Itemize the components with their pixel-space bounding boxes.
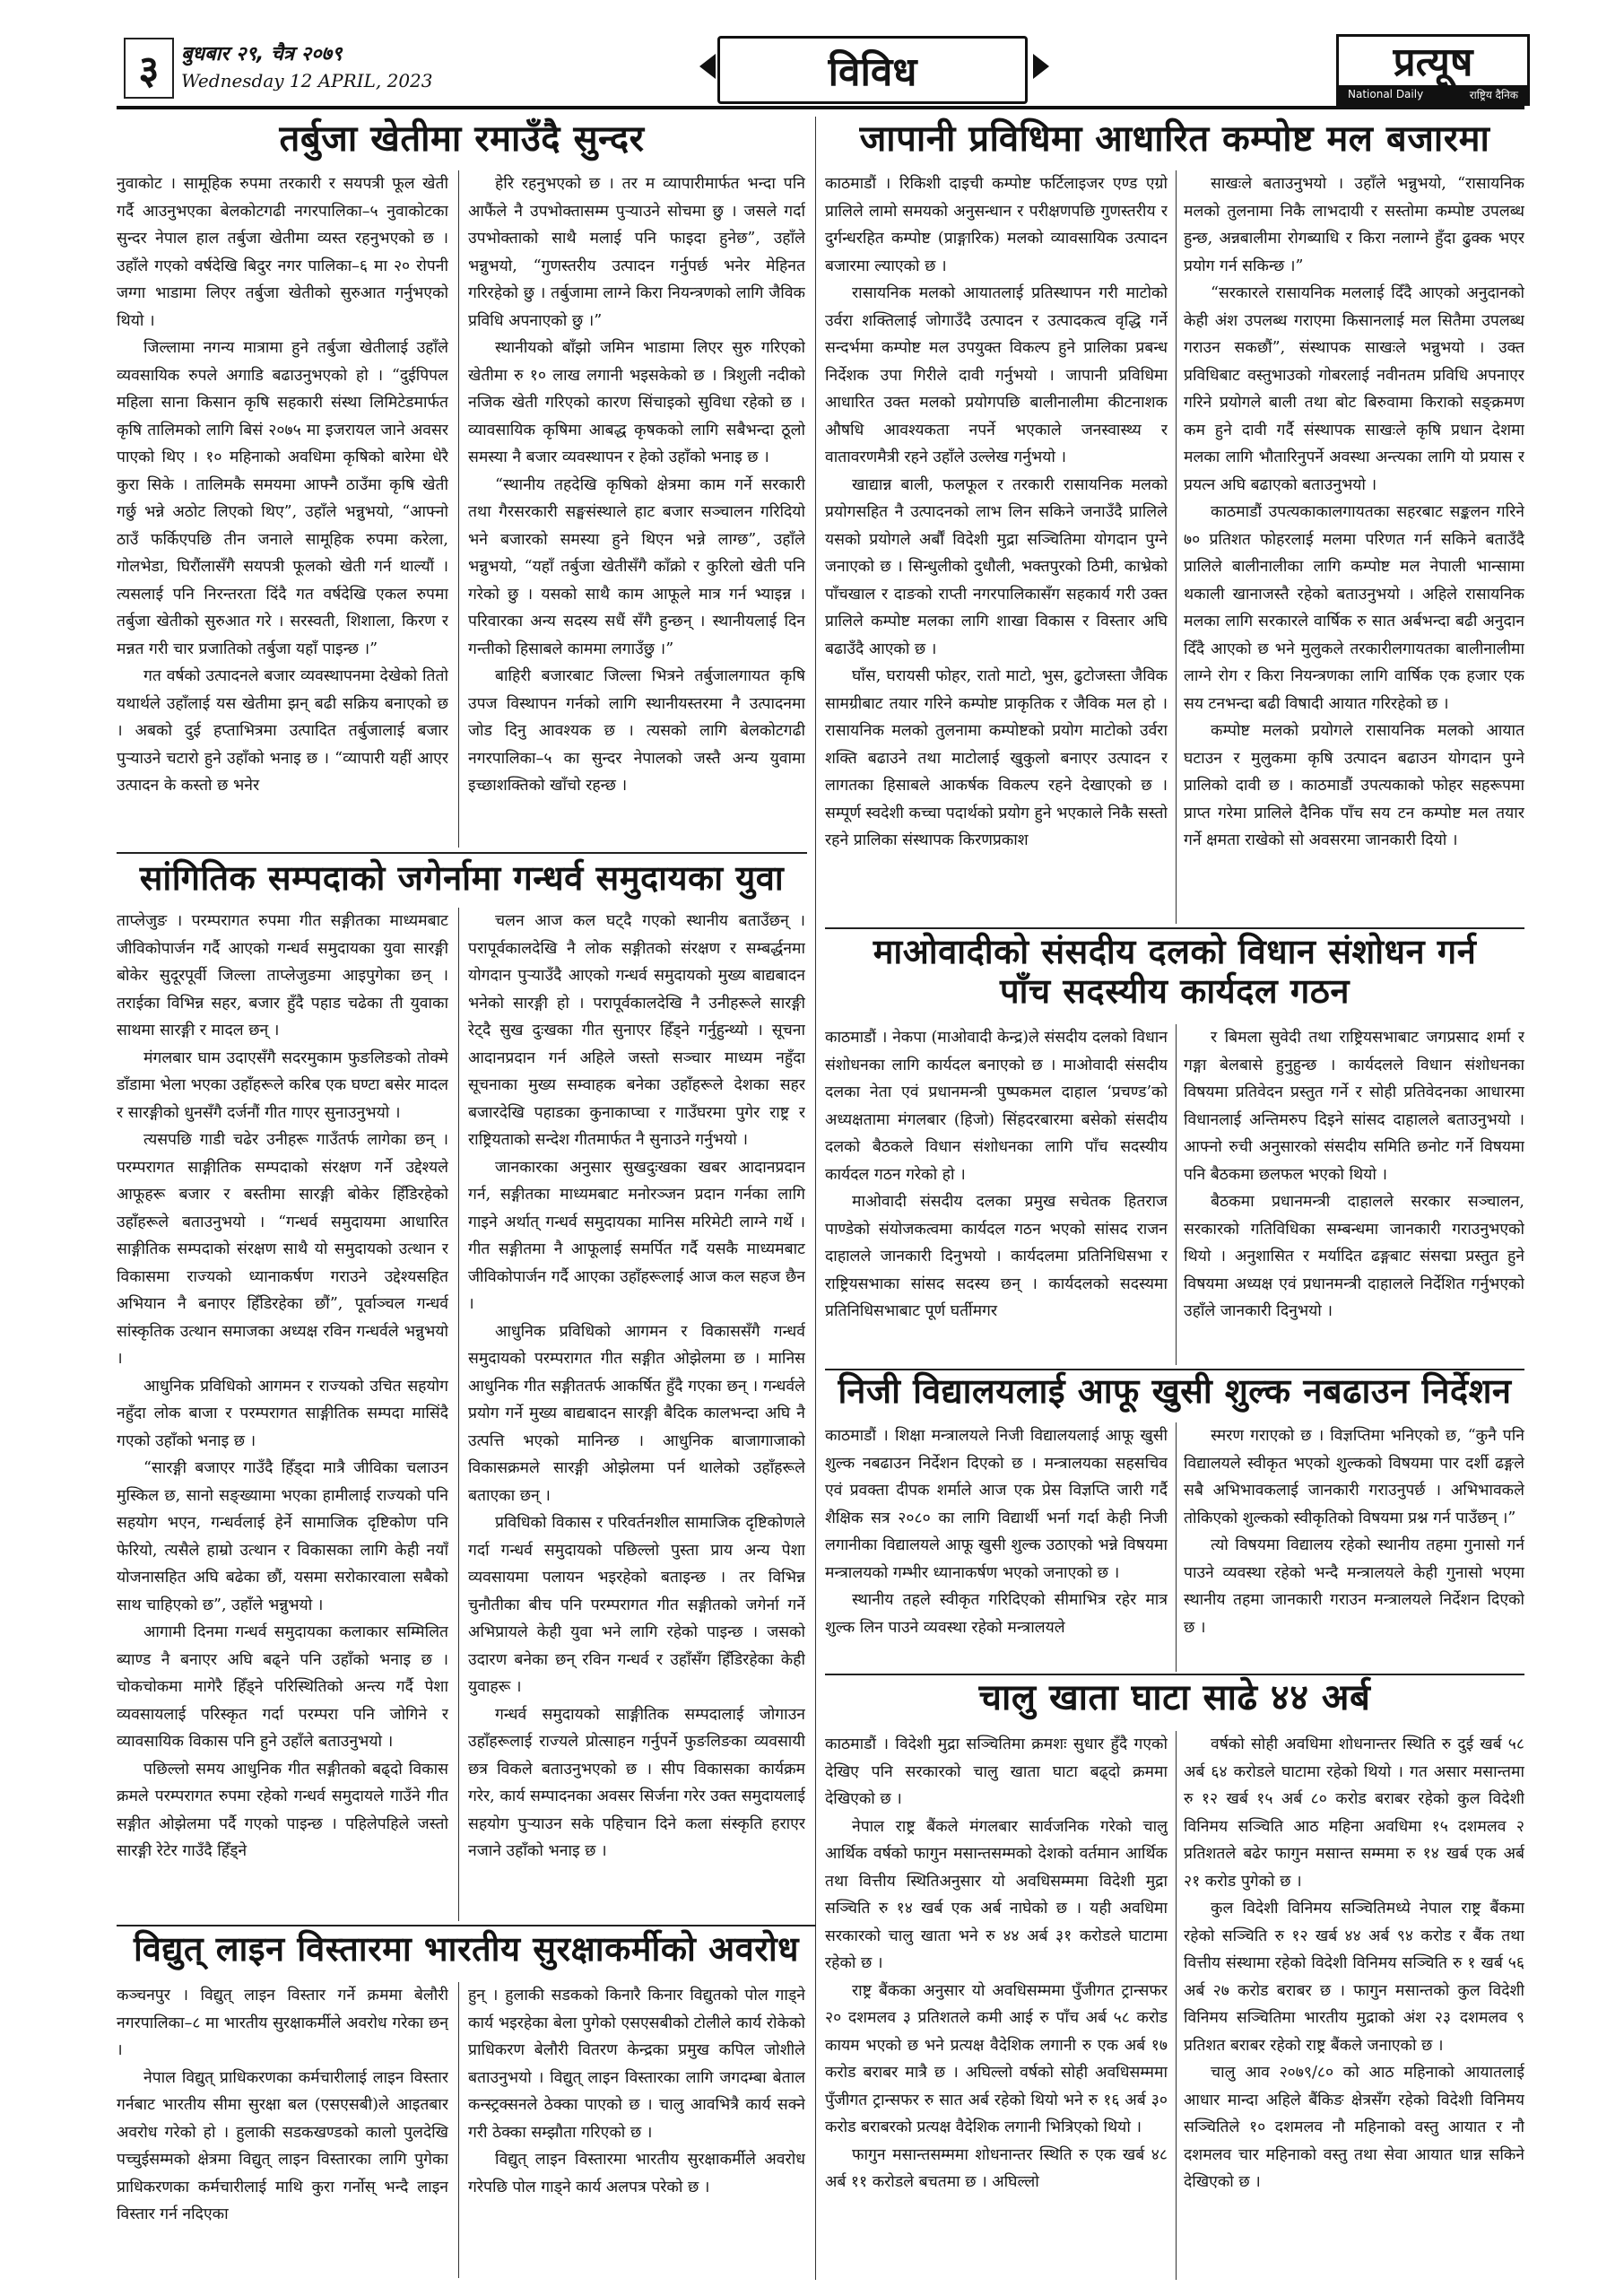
column-divider (815, 117, 816, 1928)
article-school-col1 (825, 1422, 1168, 1672)
article-paragraph: कम्पोष्ट मलको प्रयोगले रासायनिक मलको आयात घटाउन र मुलुकमा कृषि उत्पादन बढाउन योगदान पुग्ने प्रालिको दावी छ । काठमाडौं उपत्यकाको फोहर सहरूपमा प्राप्त गरेमा प्रालिले दैनिक पाँच सय टन कम्पोष्ट मल तयार गर्ने क्षमता राखेको सो अवसरमा जानकारी दियो । (1184, 722, 1524, 849)
article-paragraph: हुन् । हुलाकी सडकको किनारै किनार विद्युतको पोल गाड्ने कार्य भइरहेका बेला पुगेको एसएसबीको टोलीले कार्य रोकेको प्राधिकरण बेलौरी वितरण केन्द्रका प्रमुख कपिल जोशीले बताउनुभयो । विद्युत् लाइन विस्तारका लागि जगदम्बा बेताल कन्स्ट्रक्सनले ठेक्का पाएको छ । चालु आवभित्रै कार्य सक्ने गरी ठेक्का सम्झौता गरिएको छ । (468, 1987, 805, 2142)
article-paragraph: नेपाल राष्ट्र बैंकले मंगलबार सार्वजनिक गरेको चालु आर्थिक वर्षको फागुन मसान्तसम्मको देशको वर्तमान आर्थिक तथा वित्तीय स्थितिअनुसार यो अवधिसम्ममा विदेशी मुद्रा सञ्चिति रु १४ खर्ब एक अर्ब नाघेको छ । यही अवधिमा सरकारको चालु खाता भने रु ४४ अर्ब ३१ करोडले घाटामा रहेको छ । (825, 1817, 1168, 1972)
section-rule (825, 927, 1524, 929)
article-paragraph: त्यसपछि गाडी चढेर उनीहरू गाउँतर्फ लागेका छन् । परम्परागत साङ्गीतिक सम्पदाको संरक्षण गर्ने उद्देश्यले आफूहरू बजार र बस्तीमा सारङ्गी बोकेर हिँडिरहेको उहाँहरूले बताउनुभयो । “गन्धर्व समुदायमा आधारित साङ्गीतिक सम्पदाको संरक्षण साथै यो समुदायको उत्थान र विकासमा राज्यको ध्यानाकर्षण गराउने उद्देश्यसहित अभियान नै बनाएर हिँडिरहेका छौं”, पूर्वाञ्चल गन्धर्व सांस्कृतिक उत्थान समाजका अध्यक्ष रविन गन्धर्वले भन्नुभयो । (117, 1131, 448, 1368)
article-paragraph: विद्युत् लाइन विस्तारमा भारतीय सुरक्षाकर्मीले अवरोध गरेपछि पोल गाड्ने कार्य अलपत्र परेको छ । (468, 2151, 805, 2196)
article-paragraph: फागुन मसान्तसम्ममा शोधनान्तर स्थिति रु एक खर्ब ४८ अर्ब ११ करोडले बचतमा छ । अघिल्लो (825, 2145, 1168, 2191)
article-watermelon-col1 (117, 170, 448, 852)
article-paragraph: कञ्चनपुर । विद्युत् लाइन विस्तार गर्ने क्रममा बेलौरी नगरपालिका–८ मा भारतीय सुरक्षाकर्मीले अवरोध गरेका छन् । (117, 1987, 448, 2059)
headline-current-account: चालु खाता घाटा साढे ४४ अर्ब (978, 1677, 1371, 1718)
article-paragraph: “सारङ्गी बजाएर गाउँदै हिँड्दा मात्रै जीविका चलाउन मुस्किल छ, सानो सङ्ख्यामा भएका हामीलाई राज्यको पनि सहयोग भएन, गन्धर्वलाई हेर्ने सामाजिक दृष्टिकोण पनि फेरियो, त्यसैले हाम्रो उत्थान र विकासका लागि केही नयाँ योजनासहित अघि बढेका छौं, यसमा सरोकारवाला सबैको साथ चाहिएको छ”, उहाँले भन्नुभयो । (117, 1459, 448, 1614)
article-maoist-col1 (825, 1024, 1168, 1365)
logo-subtitle-en: National Daily (1348, 88, 1424, 100)
article-paragraph: नेपाल विद्युत् प्राधिकरणका कर्मचारीलाई लाइन विस्तार गर्नबाट भारतीय सीमा सुरक्षा बल (एसएसबी)ले आइतबार अवरोध गरेको हो । हुलाकी सडकखण्डको कालो पुलदेखि पच्चुईसम्मको क्षेत्रमा विद्युत् लाइन विस्तारका लागि पुगेका प्राधिकरणका कर्मचारीलाई माथि कुरा गर्नोस् भन्दै लाइन विस्तार गर्न नदिएका (117, 2068, 448, 2223)
article-paragraph: र बिमला सुवेदी तथा राष्ट्रियसभाबाट जगप्रसाद शर्मा र गङ्गा बेलबासे हुनुहुन्छ । कार्यदलले विधान संशोधनका विषयमा प्रतिवेदन प्रस्तुत गर्ने र सोही प्रतिवेदनका आधारमा विधानलाई अन्तिमरुप दिइने सांसद दाहालले बताउनुभयो । आफ्नो रुची अनुसारको संसदीय समिति छनोट गर्ने विषयमा पनि बैठकमा छलफल भएको थियो । (1184, 1029, 1524, 1184)
article-paragraph: बाहिरी बजारबाट जिल्ला भित्रने तर्बुजालगायत कृषि उपज विस्थापन गर्नको लागि स्थानीयस्तरमा नै उत्पादनमा जोड दिनु आवश्यक छ । त्यसको लागि बेलकोटगढी नगरपालिका–५ का सुन्दर नेपालको जस्तै अन्य युवामा इच्छाशक्तिको खाँचो रहन्छ । (468, 667, 805, 795)
section-rule (825, 1369, 1524, 1370)
right-arrow-icon (1033, 54, 1049, 79)
date-english: Wednesday 12 APRIL, 2023 (181, 70, 433, 91)
headline-private-school: निजी विद्यालयलाई आफू खुसी शुल्क नबढाउन निर्देशन (838, 1371, 1512, 1411)
article-school-col2 (1184, 1422, 1524, 1672)
date-nepali: बुधबार २९, चैत्र २०७९ (181, 43, 343, 65)
column-divider (458, 908, 459, 1921)
headline-watermelon: तर्बुजा खेतीमा रमाउँदै सुन्दर (279, 118, 645, 160)
article-paragraph: खाद्यान्न बाली, फलफूल र तरकारी रासायनिक मलको प्रयोगसहित नै उत्पादनको लाभ लिन सकिने जनाउँदै प्रालिले यसको प्रयोगले अर्बौं विदेशी मुद्रा सञ्चितिमा योगदान पुग्ने जनाएको छ । सिन्धुलीको दुधौली, भक्तपुरको ठिमी, काभ्रेको पाँचखाल र दाङको राप्ती नगरपालिकासँग सहकार्य गरी उक्त प्रालिले कम्पोष्ट मलका लागि शाखा विकास र विस्तार अघि बढाउँदै आएको छ । (825, 475, 1168, 658)
article-current-account-col2 (1184, 1731, 1524, 2280)
article-paragraph: काठमाडौं । विदेशी मुद्रा सञ्चितिमा क्रमशः सुधार हुँदै गएको देखिए पनि सरकारको चालु खाता घाटा बढ्दो क्रममा देखिएको छ । (825, 1735, 1168, 1808)
article-paragraph: हेरि रहनुभएको छ । तर म व्यापारीमार्फत भन्दा पनि आफैंले नै उपभोक्तासम्म पुऱ्याउने सोचमा छु । जसले गर्दा उपभोक्ताको साथै मलाई पनि फाइदा हुनेछ”, उहाँले भन्नुभयो, “गुणस्तरीय उत्पादन गर्नुपर्छ भनेर मेहिनत गरिरहेको छु । तर्बुजामा लाग्ने किरा नियन्त्रणको लागि जैविक प्रविधि अपनाएको छु ।” (468, 175, 805, 330)
article-paragraph: साखःले बताउनुभयो । उहाँले भन्नुभयो, “रासायनिक मलको तुलनामा निकै लाभदायी र सस्तोमा कम्पोष्ट उपलब्ध हुन्छ, अन्नबालीमा रोगब्याधि र किरा नलाग्ने हुँदा ढुक्क भएर प्रयोग गर्न सकिन्छ ।” (1184, 175, 1524, 275)
newspaper-logo (1336, 34, 1530, 106)
article-electricity-col2 (468, 1982, 805, 2278)
article-paragraph: जानकारका अनुसार सुखदुःखका खबर आदानप्रदान गर्न, सङ्गीतका माध्यमबाट मनोरञ्जन प्रदान गर्नका लागि गाइने अर्थात् गन्धर्व समुदायका मानिस मरिमेटी लाग्ने गर्थे । गीत सङ्गीतमा नै आफूलाई समर्पित गर्दै यसकै माध्यमबाट जीविकोपार्जन गर्दै आएका उहाँहरूलाई आज कल सहज छैन । (468, 1158, 805, 1313)
article-paragraph: काठमाडौं । शिक्षा मन्त्रालयले निजी विद्यालयलाई आफू खुसी शुल्क नबढाउन निर्देशन दिएको छ । मन्त्रालयका सहसचिव एवं प्रवक्ता दीपक शर्माले आज एक प्रेस विज्ञप्ति जारी गर्दै शैक्षिक सत्र २०८० का लागि विद्यार्थी भर्ना गर्दा केही निजी लगानीका विद्यालयले आफू खुसी शुल्क उठाएको भन्ने विषयमा मन्त्रालयको गम्भीर ध्यानाकर्षण भएको जनाएको छ । (825, 1427, 1168, 1582)
article-paragraph: काठमाडौं । नेकपा (माओवादी केन्द्र)ले संसदीय दलको विधान संशोधनका लागि कार्यदल बनाएको छ । माओवादी संसदीय दलका नेता एवं प्रधानमन्त्री पुष्पकमल दाहाल ‘प्रचण्ड’को अध्यक्षतामा मंगलबार (हिजो) सिंहदरबारमा बसेको संसदीय दलको बैठकले विधान संशोधनका लागि पाँच सदस्यीय कार्यदल गठन गरेको हो । (825, 1029, 1168, 1184)
headline-electricity: विद्युत् लाइन विस्तारमा भारतीय सुरक्षाकर्मीको अवरोध (133, 1929, 800, 1969)
column-divider (458, 170, 459, 848)
article-maoist-col2 (1184, 1024, 1524, 1365)
article-paragraph: मंगलबार घाम उदाएसँगै सदरमुकाम फुङलिङको तोक्मे डाँडामा भेला भएका उहाँहरूले करिब एक घण्टा बसेर मादल र सारङ्गीको धुनसँगै दर्जनौं गीत गाएर सुनाउनुभयो । (117, 1048, 448, 1122)
article-paragraph: त्यो विषयमा विद्यालय रहेको स्थानीय तहमा गुनासो गर्न पाउने व्यवस्था रहेको भन्दै मन्त्रालयले केही गुनासो भएमा स्थानीय तहमा जानकारी गराउन मन्त्रालयले निर्देशन दिएको छ । (1184, 1536, 1524, 1637)
masthead-rule (117, 106, 1524, 109)
article-current-account-col1 (825, 1731, 1168, 2280)
article-paragraph: जिल्लामा नगन्य मात्रामा हुने तर्बुजा खेतीलाई उहाँले व्यवसायिक रुपले अगाडि बढाउनुभएको हो । “दुईपिपल महिला साना किसान कृषि सहकारी संस्था लिमिटेडमार्फत कृषि तालिमको लागि बिसं २०७५ मा इजरायल जाने अवसर पाएको थिए । १० महिनाको अवधिमा कृषिको बारेमा धेरै कुरा सिके । तालिमकै समयमा आफ्नै ठाउँमा कृषि खेती गर्छु भन्ने अठोट लिएको थिए”, उहाँले भन्नुभयो, “आफ्नो ठाउँ फर्किएपछि तीन जनाले सामूहिक रुपमा करेला, गोलभेडा, घिरौंलासँगै सयपत्री फूलको खेती गर्न थाल्यौं । त्यसलाई पनि निरन्तरता दिंदै गत वर्षदेखि एकल रुपमा तर्बुजा खेतीको सुरुआत गरे । सरस्वती, शिशाला, किरण र मन्नत गरी चार प्रजातिको तर्बुजा यहाँ पाइन्छ ।” (117, 339, 448, 658)
article-paragraph: स्मरण गराएको छ । विज्ञप्तिमा भनिएको छ, “कुनै पनि विद्यालयले स्वीकृत भएको शुल्कको विषयमा पार दर्शी ढङ्गले सबै अभिभावकलाई जानकारी गराउनुपर्छ । अभिभावकले तोकिएको शुल्कको स्वीकृतिको विषयमा प्रश्न गर्न पाउँछन् ।” (1184, 1427, 1524, 1527)
article-paragraph: गत वर्षको उत्पादनले बजार व्यवस्थापनमा देखेको तितो यथार्थले उहाँलाई यस खेतीमा झन् बढी सक्रिय बनाएको छ । अबको दुई हप्ताभित्रमा उत्पादित तर्बुजालाई बजार पुऱ्याउने चटारो हुने उहाँको भनाइ छ । “व्यापारी यहीं आएर उत्पादन के कस्तो छ भनेर (117, 667, 448, 795)
article-compost-col2 (1184, 170, 1524, 924)
article-paragraph: नुवाकोट । सामूहिक रुपमा तरकारी र सयपत्री फूल खेती गर्दै आउनुभएका बेलकोटगढी नगरपालिका–५ नुवाकोटका सुन्दर नेपाल हाल तर्बुजा खेतीमा व्यस्त रहनुभएको छ । उहाँले गएको वर्षदेखि बिदुर नगर पालिका–६ मा २० रोपनी जग्गा भाडामा लिएर तर्बुजा खेतीको सुरुआत गर्नुभएको थियो । (117, 175, 448, 330)
article-paragraph: बैठकमा प्रधानमन्त्री दाहालले सरकार सञ्चालन, सरकारको गतिविधिका सम्बन्धमा जानकारी गराउनुभएको थियो । अनुशासित र मर्यादित ढङ्गबाट संसद्मा प्रस्तुत हुने विषयमा अध्यक्ष एवं प्रधानमन्त्री दाहालले निर्देशित गर्नुभएको उहाँले जानकारी दिनुभयो । (1184, 1193, 1524, 1320)
logo-subtitle-bar (1339, 85, 1527, 103)
article-paragraph: आगामी दिनमा गन्धर्व समुदायका कलाकार सम्मिलित ब्याण्ड नै बनाएर अघि बढ्ने पनि उहाँको भनाइ छ । चोकचोकमा मागेरै हिँड्ने परिस्थितिको अन्त्य गर्दै पेशा व्यवसायलाई परिस्कृत गर्दा परम्परा पनि जोगिने र व्यावसायिक विकास पनि हुने उहाँले बताउनुभयो । (117, 1623, 448, 1751)
headline-gandharva: सांगितिक सम्पदाको जगेर्नामा गन्धर्व समुदायका युवा (139, 858, 785, 898)
article-paragraph: चलन आज कल घट्दै गएको स्थानीय बताउँछन् । परापूर्वकालदेखि नै लोक सङ्गीतको संरक्षण र सम्बर्द्धनमा योगदान पुऱ्याउँदै आएको गन्धर्व समुदायको मुख्य बाद्यबादन भनेको सारङ्गी हो । परापूर्वकालदेखि नै उनीहरूले सारङ्गी रेट्दै सुख दुःखका गीत सुनाएर हिँड्ने गर्नुहुन्थ्यो । सूचना आदानप्रदान गर्न अहिले जस्तो सञ्चार माध्यम नहुँदा सूचनाका मुख्य सम्वाहक बनेका उहाँहरूले देशका सहर बजारदेखि पहाडका कुनाकाप्चा र गाउँघरमा पुगेर राष्ट्र र राष्ट्रियताको सन्देश गीतमार्फत नै सुनाउने गर्नुभयो । (468, 912, 805, 1149)
article-paragraph: प्रविधिको विकास र परिवर्तनशील सामाजिक दृष्टिकोणले गर्दा गन्धर्व समुदायको पछिल्लो पुस्ता प्राय अन्य पेशा व्यवसायमा पलायन भइरहेको बताइन्छ । तर विभिन्न चुनौतीका बीच पनि परम्परागत गीत सङ्गीतको जगेर्ना गर्ने अभिप्रायले केही युवा भने लागि रहेको पाइन्छ । जसको उदारण बनेका छन् रविन गन्धर्व र उहाँसँग हिँडिरहेका केही युवाहरू । (468, 1514, 805, 1696)
article-gandharva-col1 (117, 908, 448, 1921)
article-paragraph: माओवादी संसदीय दलका प्रमुख सचेतक हितराज पाण्डेको संयोजकत्वमा कार्यदल गठन भएको सांसद राजन दाहालले जानकारी दिनुभयो । कार्यदलमा प्रतिनिधिसभा र राष्ट्रियसभाका सांसद सदस्य छन् । कार्यदलको सदस्यमा प्रतिनिधिसभाबाट पूर्ण घर्तीमगर (825, 1193, 1168, 1320)
section-rule (117, 1925, 816, 1926)
column-divider (1176, 1422, 1177, 1672)
logo-subtitle-np: राष्ट्रिय दैनिक (1469, 88, 1518, 101)
article-paragraph: पछिल्लो समय आधुनिक गीत सङ्गीतको बढ्दो विकास क्रमले परम्परागत रुपमा रहेको गन्धर्व समुदायले गाउँने गीत सङ्गीत ओझेलमा पर्दै गएको पाइन्छ । पहिलेपहिले जस्तो सारङ्गी रेटेर गाउँदै हिँड्ने (117, 1760, 448, 1860)
article-paragraph: “सरकारले रासायनिक मललाई दिँदै आएको अनुदानको केही अंश उपलब्ध गराएमा किसानलाई मल सितैमा उपलब्ध गराउन सकछौं”, संस्थापक साखःले भन्नुभयो । उक्त प्रविधिबाट वस्तुभाउको गोबरलाई नवीनतम प्रविधि अपनाएर गरिने प्रयोगले बाली तथा बोट बिरुवामा किराको सङ्क्रमण कम हुने दावी गर्दै संस्थापक साखःले कृषि प्रधान देशमा मलका लागि भौतारिनुपर्ने अवस्था अन्त्यका लागि यो प्रयास र प्रयत्न अघि बढाएको बताउनुभयो । (1184, 284, 1524, 494)
headline-compost: जापानी प्रविधिमा आधारित कम्पोष्ट मल बजारमा (859, 118, 1490, 160)
column-divider (1176, 1024, 1177, 1365)
column-divider (815, 1928, 816, 2280)
article-paragraph: काठमाडौं उपत्यकाकालगायतका सहरबाट सङ्कलन गरिने ७० प्रतिशत फोहरलाई मलमा परिणत गर्न सकिने बताउँदै प्रालिले बालीनालीका लागि कम्पोष्ट मल नेपाली भान्सामा थकाली खानाजस्तै रहेको बताउनुभयो । अहिले रासायनिक मलका लागि सरकारले वार्षिक रु सात अर्बभन्दा बढी अनुदान दिँदै आएको छ भने मुलुकले तरकारीलगायतका बालीनालीमा लाग्ने रोग र किरा नियन्त्रणका लागि वार्षिक एक हजार एक सय टनभन्दा बढी विषादी आयात गरिरहेको छ । (1184, 503, 1524, 713)
newspaper-page (117, 0, 1524, 2296)
article-paragraph: काठमाडौं । रिकिशी दाइची कम्पोष्ट फर्टिलाइजर एण्ड एग्रो प्रालिले लामो समयको अनुसन्धान र परीक्षणपछि गुणस्तरीय र दुर्गन्धरहित कम्पोष्ट (प्राङ्गारिक) मलको व्यावसायिक उत्पादन बजारमा ल्याएको छ । (825, 175, 1168, 275)
article-watermelon-col2 (468, 170, 805, 852)
article-paragraph: चालु आव २०७९/८० को आठ महिनाको आयातलाई आधार मान्दा अहिले बैंकिङ क्षेत्रसँग रहेको विदेशी विनिमय सञ्चितिले १० दशमलव नौ महिनाको वस्तु आयात र नौ दशमलव चार महिनाको वस्तु तथा सेवा आयात धान्न सकिने देखिएको छ । (1184, 2064, 1524, 2191)
column-divider (1176, 170, 1177, 924)
section-rule (117, 852, 807, 854)
page-number: ३ (124, 38, 174, 99)
logo-title: प्रत्यूष (1393, 39, 1473, 85)
article-compost-col1 (825, 170, 1168, 924)
article-paragraph: ताप्लेजुङ । परम्परागत रुपमा गीत सङ्गीतका माध्यमबाट जीविकोपार्जन गर्दै आएको गन्धर्व समुदायका युवा सारङ्गी बोकेर सुदूरपूर्वी जिल्ला ताप्लेजुङमा आइपुगेका छन् । तराईका विभिन्न सहर, बजार हुँदै पहाड चढेका ती युवाका साथमा सारङ्गी र मादल छन् । (117, 912, 448, 1039)
article-paragraph: रासायनिक मलको आयातलाई प्रतिस्थापन गरी माटोको उर्वरा शक्तिलाई जोगाउँदै उत्पादन र उत्पादकत्व वृद्धि गर्ने सन्दर्भमा कम्पोष्ट मल उपयुक्त विकल्प हुने प्रालिका प्रबन्ध निर्देशक उपा गिरीले दावी गर्नुभयो । जापानी प्रविधिमा आधारित उक्त मलको प्रयोगपछि बालीनालीमा कीटनाशक औषधि आवश्यकता नपर्ने भएकाले जनस्वास्थ्य र वातावरणमैत्री रहने उहाँले उल्लेख गर्नुभयो । (825, 284, 1168, 466)
article-paragraph: “स्थानीय तहदेखि कृषिको क्षेत्रमा काम गर्ने सरकारी तथा गैरसरकारी सङ्घसंस्थाले हाट बजार सञ्चालन गरिदियो भने बजारको समस्या हुने थिएन भन्ने लाग्छ”, उहाँले भन्नुभयो, “यहाँ तर्बुजा खेतीसँगै काँक्रो र कुरिलो खेती पनि गरेको छु । यसको साथै काम आफूले मात्र गर्न भ्याइन्न । परिवारका अन्य सदस्य सधैं सँगै हुन्छन् । स्थानीयलाई दिन गन्तीको हिसाबले काममा लगाउँछु ।” (468, 475, 805, 658)
article-gandharva-col2 (468, 908, 805, 1921)
masthead (117, 34, 1524, 106)
article-paragraph: स्थानीयको बाँझो जमिन भाडामा लिएर सुरु गरिएको खेतीमा रु १० लाख लगानी भइसकेको छ । त्रिशुली नदीको नजिक खेती गरिएको कारण सिंचाइको सुविधा रहेको छ । व्यावसायिक कृषिमा आबद्ध कृषकको लागि सबैभन्दा ठूलो समस्या नै बजार व्यवस्थापन र हेको उहाँको भनाइ छ । (468, 339, 805, 466)
column-divider (458, 1982, 459, 2278)
article-paragraph: आधुनिक प्रविधिको आगमन र विकाससँगै गन्धर्व समुदायको परम्परागत गीत सङ्गीत ओझेलमा छ । मानिस आधुनिक गीत सङ्गीततर्फ आकर्षित हुँदै गएका छन् । गन्धर्वले प्रयोग गर्ने मुख्य बाद्यबादन सारङ्गी बैदिक कालभन्दा अघि नै उत्पत्ति भएको मानिन्छ । आधुनिक बाजागाजाको विकासक्रमले सारङ्गी ओझेलमा पर्न थालेको उहाँहरूले बताएका छन् । (468, 1322, 805, 1505)
article-electricity-col1 (117, 1982, 448, 2278)
section-rule (825, 1674, 1524, 1675)
section-title: विविध (717, 36, 1028, 104)
article-paragraph: वर्षको सोही अवधिमा शोधनान्तर स्थिति रु दुई खर्ब ५८ अर्ब ६४ करोडले घाटामा रहेको थियो । गत असार मसान्तमा रु १२ खर्ब १५ अर्ब ८० करोड बराबर रहेको कुल विदेशी विनिमय सञ्चिति आठ महिना अवधिमा १५ दशमलव २ प्रतिशतले बढेर फागुन मसान्त सम्ममा रु १४ खर्ब एक अर्ब २१ करोड पुगेको छ । (1184, 1735, 1524, 1891)
article-paragraph: घाँस, घरायसी फोहर, रातो माटो, भुस, ढुटोजस्ता जैविक सामग्रीबाट तयार गरिने कम्पोष्ट प्राकृतिक र जैविक मल हो । रासायनिक मलको तुलनामा कम्पोष्टको प्रयोग माटोको उर्वरा शक्ति बढाउने तथा माटोलाई खुकुलो बनाएर उत्पादन र लागतका हिसाबले आकर्षक विकल्प रहने देखाएको छ । सम्पूर्ण स्वदेशी कच्चा पदार्थको प्रयोग हुने भएकाले निकै सस्तो रहने प्रालिका संस्थापक किरणप्रकाश (825, 667, 1168, 849)
article-paragraph: राष्ट्र बैंकका अनुसार यो अवधिसम्ममा पुँजीगत ट्रान्सफर २० दशमलव ३ प्रतिशतले कमी आई रु पाँच अर्ब ५८ करोड कायम भएको छ भने प्रत्यक्ष वैदेशिक लगानी रु एक अर्ब १७ करोड बराबर मात्रै छ । अघिल्लो वर्षको सोही अवधिसम्ममा पुँजीगत ट्रान्सफर रु सात अर्ब रहेको थियो भने रु १६ अर्ब ३० करोड बराबरको प्रत्यक्ष वैदेशिक लगानी भित्रिएको थियो । (825, 1981, 1168, 2136)
article-paragraph: कुल विदेशी विनिमय सञ्चितिमध्ये नेपाल राष्ट्र बैंकमा रहेको सञ्चिति रु १२ खर्ब ४४ अर्ब ९४ करोड र बैंक तथा वित्तीय संस्थामा रहेको विदेशी विनिमय सञ्चिति रु १ खर्ब ५६ अर्ब २७ करोड बराबर छ । फागुन मसान्तको कुल विदेशी विनिमय सञ्चितिमा भारतीय मुद्राको अंश २३ दशमलव ९ प्रतिशत बराबर रहेको राष्ट्र बैंकले जनाएको छ । (1184, 1900, 1524, 2055)
left-arrow-icon (699, 54, 716, 79)
article-paragraph: गन्धर्व समुदायको साङ्गीतिक सम्पदालाई जोगाउन उहाँहरूलाई राज्यले प्रोत्साहन गर्नुपर्ने फुङलिङका व्यवसायी छत्र विकले बताउनुभएको छ । सीप विकासका कार्यक्रम गरेर, कार्य सम्पादनका अवसर सिर्जना गरेर उक्त समुदायलाई सहयोग पुऱ्याउन सके पहिचान दिने कला संस्कृति हराएर नजाने उहाँको भनाइ छ । (468, 1705, 805, 1860)
headline-maoist: माओवादीको संसदीय दलको विधान संशोधन गर्न पाँच सदस्यीय कार्यदल गठन (873, 932, 1477, 1011)
article-paragraph: स्थानीय तहले स्वीकृत गरिदिएको सीमाभित्र रहेर मात्र शुल्क लिन पाउने व्यवस्था रहेको मन्त्रालयले (825, 1591, 1168, 1637)
column-divider (1176, 1731, 1177, 2280)
article-paragraph: आधुनिक प्रविधिको आगमन र राज्यको उचित सहयोग नहुँदा लोक बाजा र परम्परागत साङ्गीतिक सम्पदा मासिंदै गएको उहाँको भनाइ छ । (117, 1377, 448, 1450)
